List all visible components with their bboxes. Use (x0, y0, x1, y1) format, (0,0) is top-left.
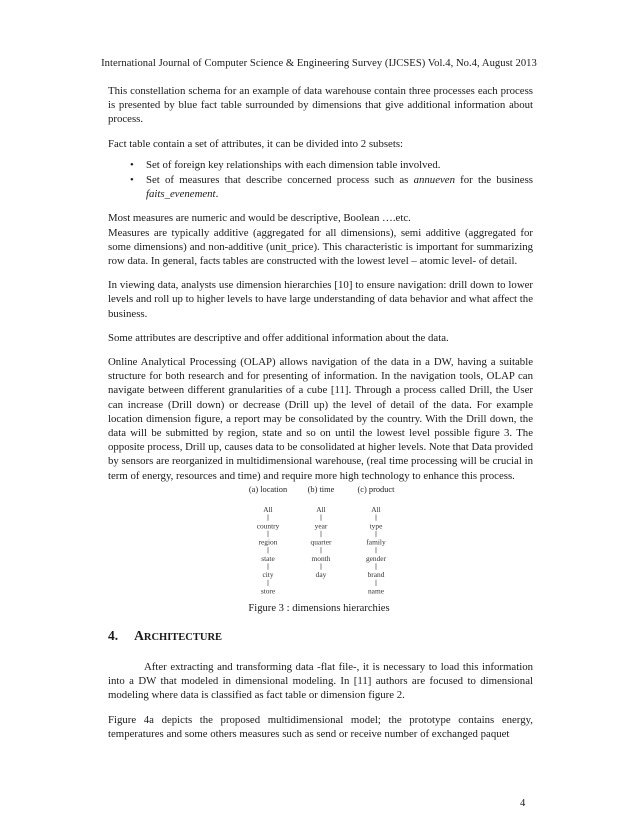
list-item-text: Set of foreign key relationships with each dimension table involved. (146, 158, 441, 171)
section-initial: A (134, 628, 144, 643)
paragraph-measures-numeric: Most measures are numeric and would be descriptive, Boolean ….etc. (108, 212, 411, 225)
hierarchy-level-label: brand (367, 570, 385, 580)
section-number: 4. (108, 628, 119, 643)
hierarchy-level-label: country (256, 521, 280, 531)
dimension-hierarchies-figure (248, 483, 408, 598)
term-faits-evenement: faits_evenement (146, 188, 216, 201)
list-item (108, 158, 533, 172)
paragraph-olap: Online Analytical Processing (OLAP) allows navigation of the data in a DW, having a suitable structure for both research and for presenting of information. In the navigation tools, OLAP can navigate between different granularities of a cube [11]. Through a process called Drill, the User can increase (Drill down) or decrease (Drill up) the level of detail of the data. For example location dimension figure, a report may be consolidated by the country. With the Drill down, the data will be submitted by region, state and so on until the lowest level possible figure 3. The opposite process, Drill up, causes data to be consolidated at higher levels. Note that Data provided by sensors are reorganized in multidimensional warehouse, (real time processing will be crucial in term of energy, resources and time) and require more high technology to enhance this process. (108, 356, 533, 482)
hierarchy-diagram (248, 483, 408, 598)
figure-caption: Figure 3 : dimensions hierarchies (248, 603, 390, 614)
page-number: 4 (520, 798, 526, 809)
hierarchy-column-title: (b) time (307, 485, 335, 494)
hierarchy-level-label: All (371, 505, 381, 514)
bullet-icon: • (130, 174, 134, 187)
body-text-upper (108, 84, 533, 483)
subset-list (108, 158, 533, 202)
list-item-text: Set of measures that describe concerned process such as (146, 174, 414, 187)
hierarchy-level-label: All (263, 505, 273, 514)
list-item-text: . (215, 188, 219, 201)
bullet-icon: • (130, 158, 134, 171)
paragraph-hierarchies: In viewing data, analysts use dimension hierarchies [10] to ensure navigation: drill down to lower levels and roll up to higher levels to have large understanding of data behavior and what affect the business. (108, 279, 533, 320)
hierarchy-level-label: state (261, 553, 275, 563)
hierarchy-level-label: store (260, 586, 276, 596)
section-heading (108, 628, 222, 644)
section-title-rest: RCHITECTURE (143, 632, 223, 643)
body-text-lower (108, 660, 533, 741)
paragraph-fact-table: Fact table contain a set of attributes, it can be divided into 2 subsets: (108, 137, 404, 150)
paragraph-figure-4a: Figure 4a depicts the proposed multidimensional model; the prototype contains energy, temperatures and some others measures such as send or receive number of exchanged paquet (108, 713, 533, 740)
hierarchy-column-title: (c) product (357, 485, 395, 494)
term-annueven: annueven (413, 174, 455, 187)
hierarchy-level-label: month (311, 553, 331, 563)
hierarchy-level-label: day (315, 570, 327, 580)
hierarchy-level-label: name (367, 586, 385, 596)
paragraph-constellation: This constellation schema for an example of data warehouse contain three processes each process is presented by blue fact table surrounded by dimensions that give additional information about process. (108, 85, 533, 126)
paragraph-measures-additive: Measures are typically additive (aggregated for all dimensions), semi additive (aggregated for some dimensions) and non-additive (unit_price). This characteristic is important for summarizing row data. In general, facts tables are constructed with the lowest level – atomic level- of detail. (108, 226, 533, 268)
hierarchy-column-title: (a) location (248, 485, 288, 494)
hierarchy-level-label: year (314, 521, 328, 531)
hierarchy-level-label: family (366, 537, 386, 547)
list-item (108, 173, 533, 201)
hierarchy-level-label: type (369, 521, 383, 531)
hierarchy-level-label: quarter (310, 537, 332, 547)
hierarchy-level-label: gender (365, 553, 387, 563)
list-item-text: for the business (454, 174, 533, 187)
paragraph-attributes: Some attributes are descriptive and offer additional information about the data. (108, 331, 449, 344)
hierarchy-level-label: city (262, 570, 274, 580)
hierarchy-level-label: All (316, 505, 326, 514)
journal-header: International Journal of Computer Science & Engineering Survey (IJCSES) Vol.4, No.4, August 2013 (101, 58, 537, 69)
paragraph-dimensional-modeling: After extracting and transforming data -flat file-, it is necessary to load this information into a DW that modeled in dimensional modeling. In [11] authors are focused to dimensional modeling where data is classified as fact table or dimension figure 2. (108, 661, 533, 702)
hierarchy-level-label: region (258, 537, 278, 547)
